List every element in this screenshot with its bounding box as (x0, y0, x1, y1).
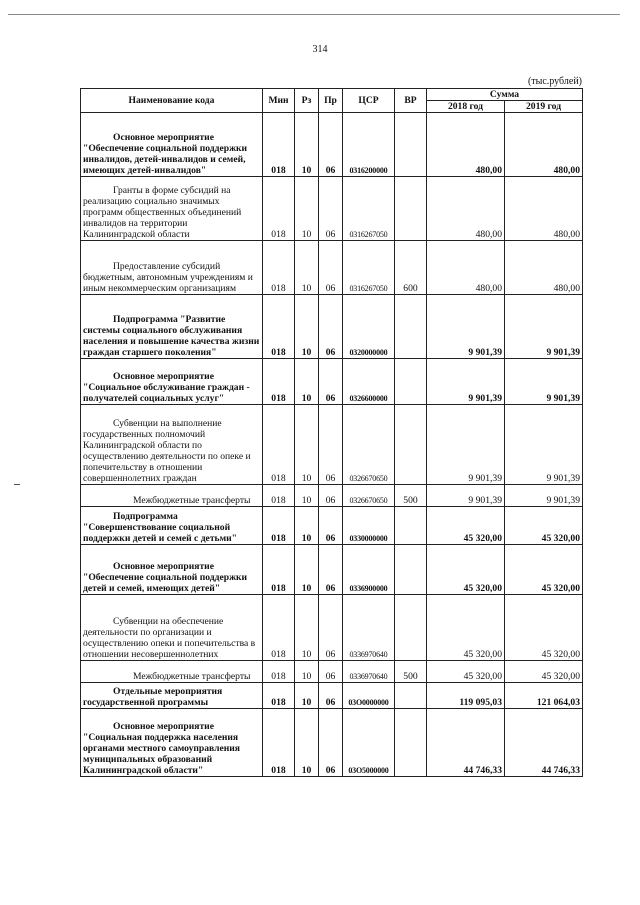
row-2019: 480,00 (505, 177, 583, 241)
row-2018: 44 746,33 (427, 709, 505, 777)
margin-mark (14, 484, 20, 485)
row-rz: 10 (295, 359, 319, 405)
row-vr (395, 113, 427, 177)
row-2018: 45 320,00 (427, 661, 505, 683)
row-min: 018 (263, 359, 295, 405)
row-min: 018 (263, 683, 295, 709)
header-vr: ВР (395, 89, 427, 113)
row-name: Основное мероприятие "Обеспечение социальной поддержки инвалидов, детей-инвалидов и семей, имеющих детей-инвалидов" (81, 113, 263, 177)
row-2018: 45 320,00 (427, 545, 505, 595)
row-rz: 10 (295, 709, 319, 777)
table-row (81, 241, 583, 295)
row-csr: 0336900000 (343, 545, 395, 595)
row-2019: 480,00 (505, 113, 583, 177)
row-pr: 06 (319, 177, 343, 241)
row-name: Межбюджетные трансферты (81, 485, 263, 507)
row-rz: 10 (295, 507, 319, 545)
row-csr: 0316267050 (343, 177, 395, 241)
row-2018: 9 901,39 (427, 485, 505, 507)
header-rz: Рз (295, 89, 319, 113)
table-row (81, 177, 583, 241)
row-pr: 06 (319, 683, 343, 709)
row-pr: 06 (319, 405, 343, 485)
row-name: Межбюджетные трансферты (81, 661, 263, 683)
row-name: Субвенции на выполнение государственных полномочий Калининградской области по осуществлению деятельности по опеке и попечительству в отношении совершеннолетних граждан (81, 405, 263, 485)
row-name: Основное мероприятие "Социальное обслуживание граждан - получателей социальных услуг" (81, 359, 263, 405)
row-csr: 0330000000 (343, 507, 395, 545)
row-2018: 9 901,39 (427, 359, 505, 405)
row-2018: 9 901,39 (427, 405, 505, 485)
row-2018: 9 901,39 (427, 295, 505, 359)
row-2019: 45 320,00 (505, 545, 583, 595)
row-2019: 45 320,00 (505, 661, 583, 683)
row-min: 018 (263, 709, 295, 777)
row-pr: 06 (319, 595, 343, 661)
row-csr: 0326670650 (343, 485, 395, 507)
row-vr (395, 507, 427, 545)
top-rule (8, 14, 620, 15)
row-name: Подпрограмма "Развитие системы социального обслуживания населения и повышение качества жизни граждан старшего поколения" (81, 295, 263, 359)
page-number: 314 (312, 44, 328, 55)
row-min: 018 (263, 177, 295, 241)
header-2018: 2018 год (427, 101, 505, 113)
row-2019: 121 064,03 (505, 683, 583, 709)
row-vr (395, 709, 427, 777)
row-2018: 45 320,00 (427, 595, 505, 661)
row-csr: 0336970640 (343, 661, 395, 683)
row-csr: 0326670650 (343, 405, 395, 485)
row-name: Основное мероприятие "Социальная поддержка населения органами местного самоуправления муниципальных образований Калининградской области" (81, 709, 263, 777)
row-pr: 06 (319, 709, 343, 777)
row-name: Основное мероприятие "Обеспечение социальной поддержки детей и семей, имеющих детей" (81, 545, 263, 595)
budget-table (80, 88, 583, 777)
header-name: Наименование кода (81, 89, 263, 113)
row-vr (395, 177, 427, 241)
row-csr: 0316267050 (343, 241, 395, 295)
row-vr (395, 405, 427, 485)
row-vr: 500 (395, 485, 427, 507)
row-csr: 0336970640 (343, 595, 395, 661)
row-min: 018 (263, 241, 295, 295)
row-vr (395, 295, 427, 359)
table-row (81, 683, 583, 709)
row-2018: 119 095,03 (427, 683, 505, 709)
row-name: Отдельные мероприятия государственной программы (81, 683, 263, 709)
row-2018: 480,00 (427, 241, 505, 295)
row-min: 018 (263, 295, 295, 359)
header-csr: ЦСР (343, 89, 395, 113)
row-name: Подпрограмма "Совершенствование социальной поддержки детей и семей с детьми" (81, 507, 263, 545)
header-2019: 2019 год (505, 101, 583, 113)
row-pr: 06 (319, 241, 343, 295)
row-min: 018 (263, 661, 295, 683)
row-vr (395, 683, 427, 709)
row-vr: 600 (395, 241, 427, 295)
row-2019: 45 320,00 (505, 595, 583, 661)
table-row (81, 507, 583, 545)
row-pr: 06 (319, 295, 343, 359)
row-2019: 9 901,39 (505, 295, 583, 359)
table-row (81, 595, 583, 661)
table-row (81, 295, 583, 359)
row-2018: 480,00 (427, 113, 505, 177)
row-pr: 06 (319, 661, 343, 683)
row-rz: 10 (295, 683, 319, 709)
table-row (81, 545, 583, 595)
table-row (81, 661, 583, 683)
table-row (81, 405, 583, 485)
row-csr: 03О5000000 (343, 709, 395, 777)
row-name: Гранты в форме субсидий на реализацию социально значимых программ общественных объединений инвалидов на территории Калининградской области (81, 177, 263, 241)
row-min: 018 (263, 507, 295, 545)
row-2019: 480,00 (505, 241, 583, 295)
row-pr: 06 (319, 113, 343, 177)
table-row (81, 485, 583, 507)
row-2019: 45 320,00 (505, 507, 583, 545)
row-2019: 44 746,33 (505, 709, 583, 777)
table-row (81, 113, 583, 177)
row-csr: 0326600000 (343, 359, 395, 405)
row-2019: 9 901,39 (505, 485, 583, 507)
row-pr: 06 (319, 485, 343, 507)
header-pr: Пр (319, 89, 343, 113)
row-pr: 06 (319, 545, 343, 595)
row-csr: 0316200000 (343, 113, 395, 177)
row-min: 018 (263, 405, 295, 485)
row-csr: 03О0000000 (343, 683, 395, 709)
row-rz: 10 (295, 545, 319, 595)
row-min: 018 (263, 595, 295, 661)
table-row (81, 709, 583, 777)
row-name: Предоставление субсидий бюджетным, автономным учреждениям и иным некоммерческим организациям (81, 241, 263, 295)
row-vr (395, 595, 427, 661)
units-label: (тыс.рублей) (527, 76, 582, 87)
header-sum: Сумма (427, 89, 583, 101)
row-2019: 9 901,39 (505, 405, 583, 485)
row-vr (395, 359, 427, 405)
row-rz: 10 (295, 295, 319, 359)
row-rz: 10 (295, 113, 319, 177)
row-name: Субвенции на обеспечение деятельности по организации и осуществлению опеки и попечительства в отношении несовершеннолетних (81, 595, 263, 661)
row-rz: 10 (295, 661, 319, 683)
row-min: 018 (263, 113, 295, 177)
row-min: 018 (263, 545, 295, 595)
row-rz: 10 (295, 241, 319, 295)
table-row (81, 359, 583, 405)
row-rz: 10 (295, 485, 319, 507)
row-2019: 9 901,39 (505, 359, 583, 405)
row-2018: 480,00 (427, 177, 505, 241)
row-rz: 10 (295, 595, 319, 661)
row-csr: 0320000000 (343, 295, 395, 359)
row-vr (395, 545, 427, 595)
row-rz: 10 (295, 177, 319, 241)
row-pr: 06 (319, 507, 343, 545)
row-2018: 45 320,00 (427, 507, 505, 545)
row-rz: 10 (295, 405, 319, 485)
row-pr: 06 (319, 359, 343, 405)
header-min: Мин (263, 89, 295, 113)
row-vr: 500 (395, 661, 427, 683)
row-min: 018 (263, 485, 295, 507)
